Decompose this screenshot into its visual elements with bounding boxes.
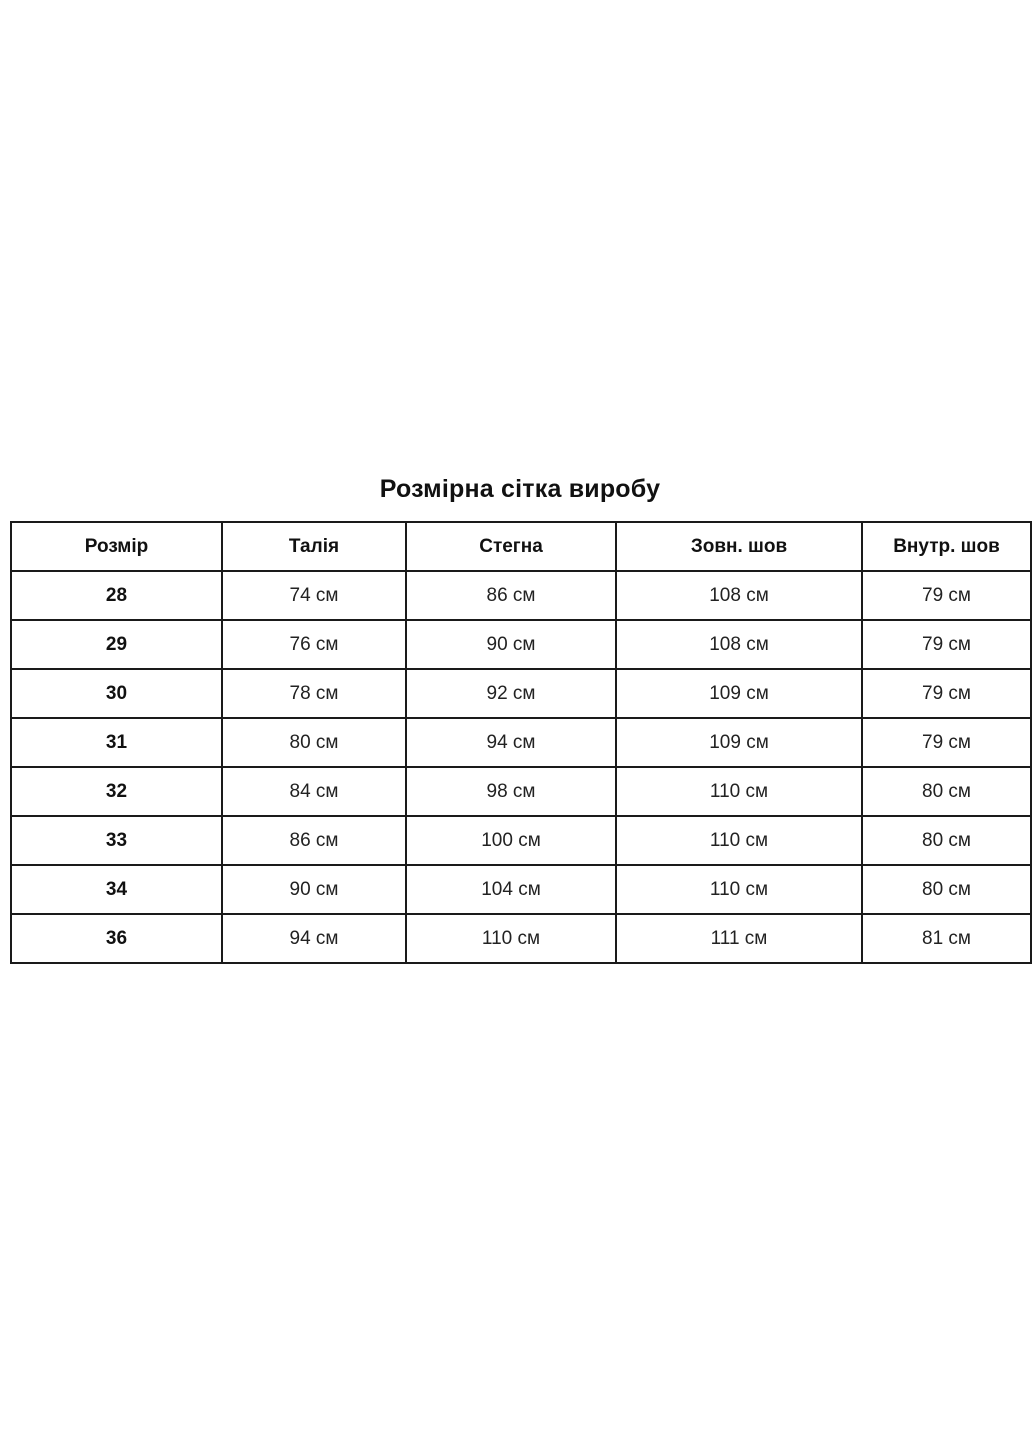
inseam-cell: 79 см xyxy=(862,669,1031,718)
waist-cell: 78 см xyxy=(222,669,406,718)
size-cell: 32 xyxy=(11,767,222,816)
table-header-row xyxy=(11,522,1031,571)
outseam-cell: 109 см xyxy=(616,669,862,718)
waist-cell: 90 см xyxy=(222,865,406,914)
size-chart-table xyxy=(10,521,1032,964)
inseam-cell: 80 см xyxy=(862,816,1031,865)
waist-cell: 84 см xyxy=(222,767,406,816)
table-row xyxy=(11,914,1031,963)
waist-cell: 80 см xyxy=(222,718,406,767)
outseam-cell: 109 см xyxy=(616,718,862,767)
table-row xyxy=(11,669,1031,718)
page-title: Розмірна сітка виробу xyxy=(379,475,661,503)
waist-cell: 86 см xyxy=(222,816,406,865)
waist-cell: 74 см xyxy=(222,571,406,620)
table-row xyxy=(11,571,1031,620)
outseam-cell: 108 см xyxy=(616,620,862,669)
inseam-cell: 79 см xyxy=(862,571,1031,620)
waist-cell: 94 см xyxy=(222,914,406,963)
size-cell: 33 xyxy=(11,816,222,865)
hips-cell: 86 см xyxy=(406,571,616,620)
table-row xyxy=(11,865,1031,914)
hips-cell: 92 см xyxy=(406,669,616,718)
inseam-cell: 80 см xyxy=(862,865,1031,914)
table-row xyxy=(11,620,1031,669)
outseam-cell: 111 см xyxy=(616,914,862,963)
hips-cell: 104 см xyxy=(406,865,616,914)
hips-cell: 94 см xyxy=(406,718,616,767)
hips-cell: 110 см xyxy=(406,914,616,963)
size-cell: 30 xyxy=(11,669,222,718)
size-cell: 31 xyxy=(11,718,222,767)
table-row xyxy=(11,767,1031,816)
header-waist: Талія xyxy=(222,522,406,571)
size-cell: 29 xyxy=(11,620,222,669)
header-inseam: Внутр. шов xyxy=(862,522,1031,571)
inseam-cell: 79 см xyxy=(862,718,1031,767)
outseam-cell: 110 см xyxy=(616,816,862,865)
size-cell: 36 xyxy=(11,914,222,963)
outseam-cell: 108 см xyxy=(616,571,862,620)
size-cell: 28 xyxy=(11,571,222,620)
inseam-cell: 80 см xyxy=(862,767,1031,816)
inseam-cell: 79 см xyxy=(862,620,1031,669)
hips-cell: 100 см xyxy=(406,816,616,865)
table-row xyxy=(11,718,1031,767)
header-hips: Стегна xyxy=(406,522,616,571)
waist-cell: 76 см xyxy=(222,620,406,669)
outseam-cell: 110 см xyxy=(616,767,862,816)
size-cell: 34 xyxy=(11,865,222,914)
hips-cell: 98 см xyxy=(406,767,616,816)
inseam-cell: 81 см xyxy=(862,914,1031,963)
hips-cell: 90 см xyxy=(406,620,616,669)
header-size: Розмір xyxy=(11,522,222,571)
header-outseam: Зовн. шов xyxy=(616,522,862,571)
table-row xyxy=(11,816,1031,865)
outseam-cell: 110 см xyxy=(616,865,862,914)
